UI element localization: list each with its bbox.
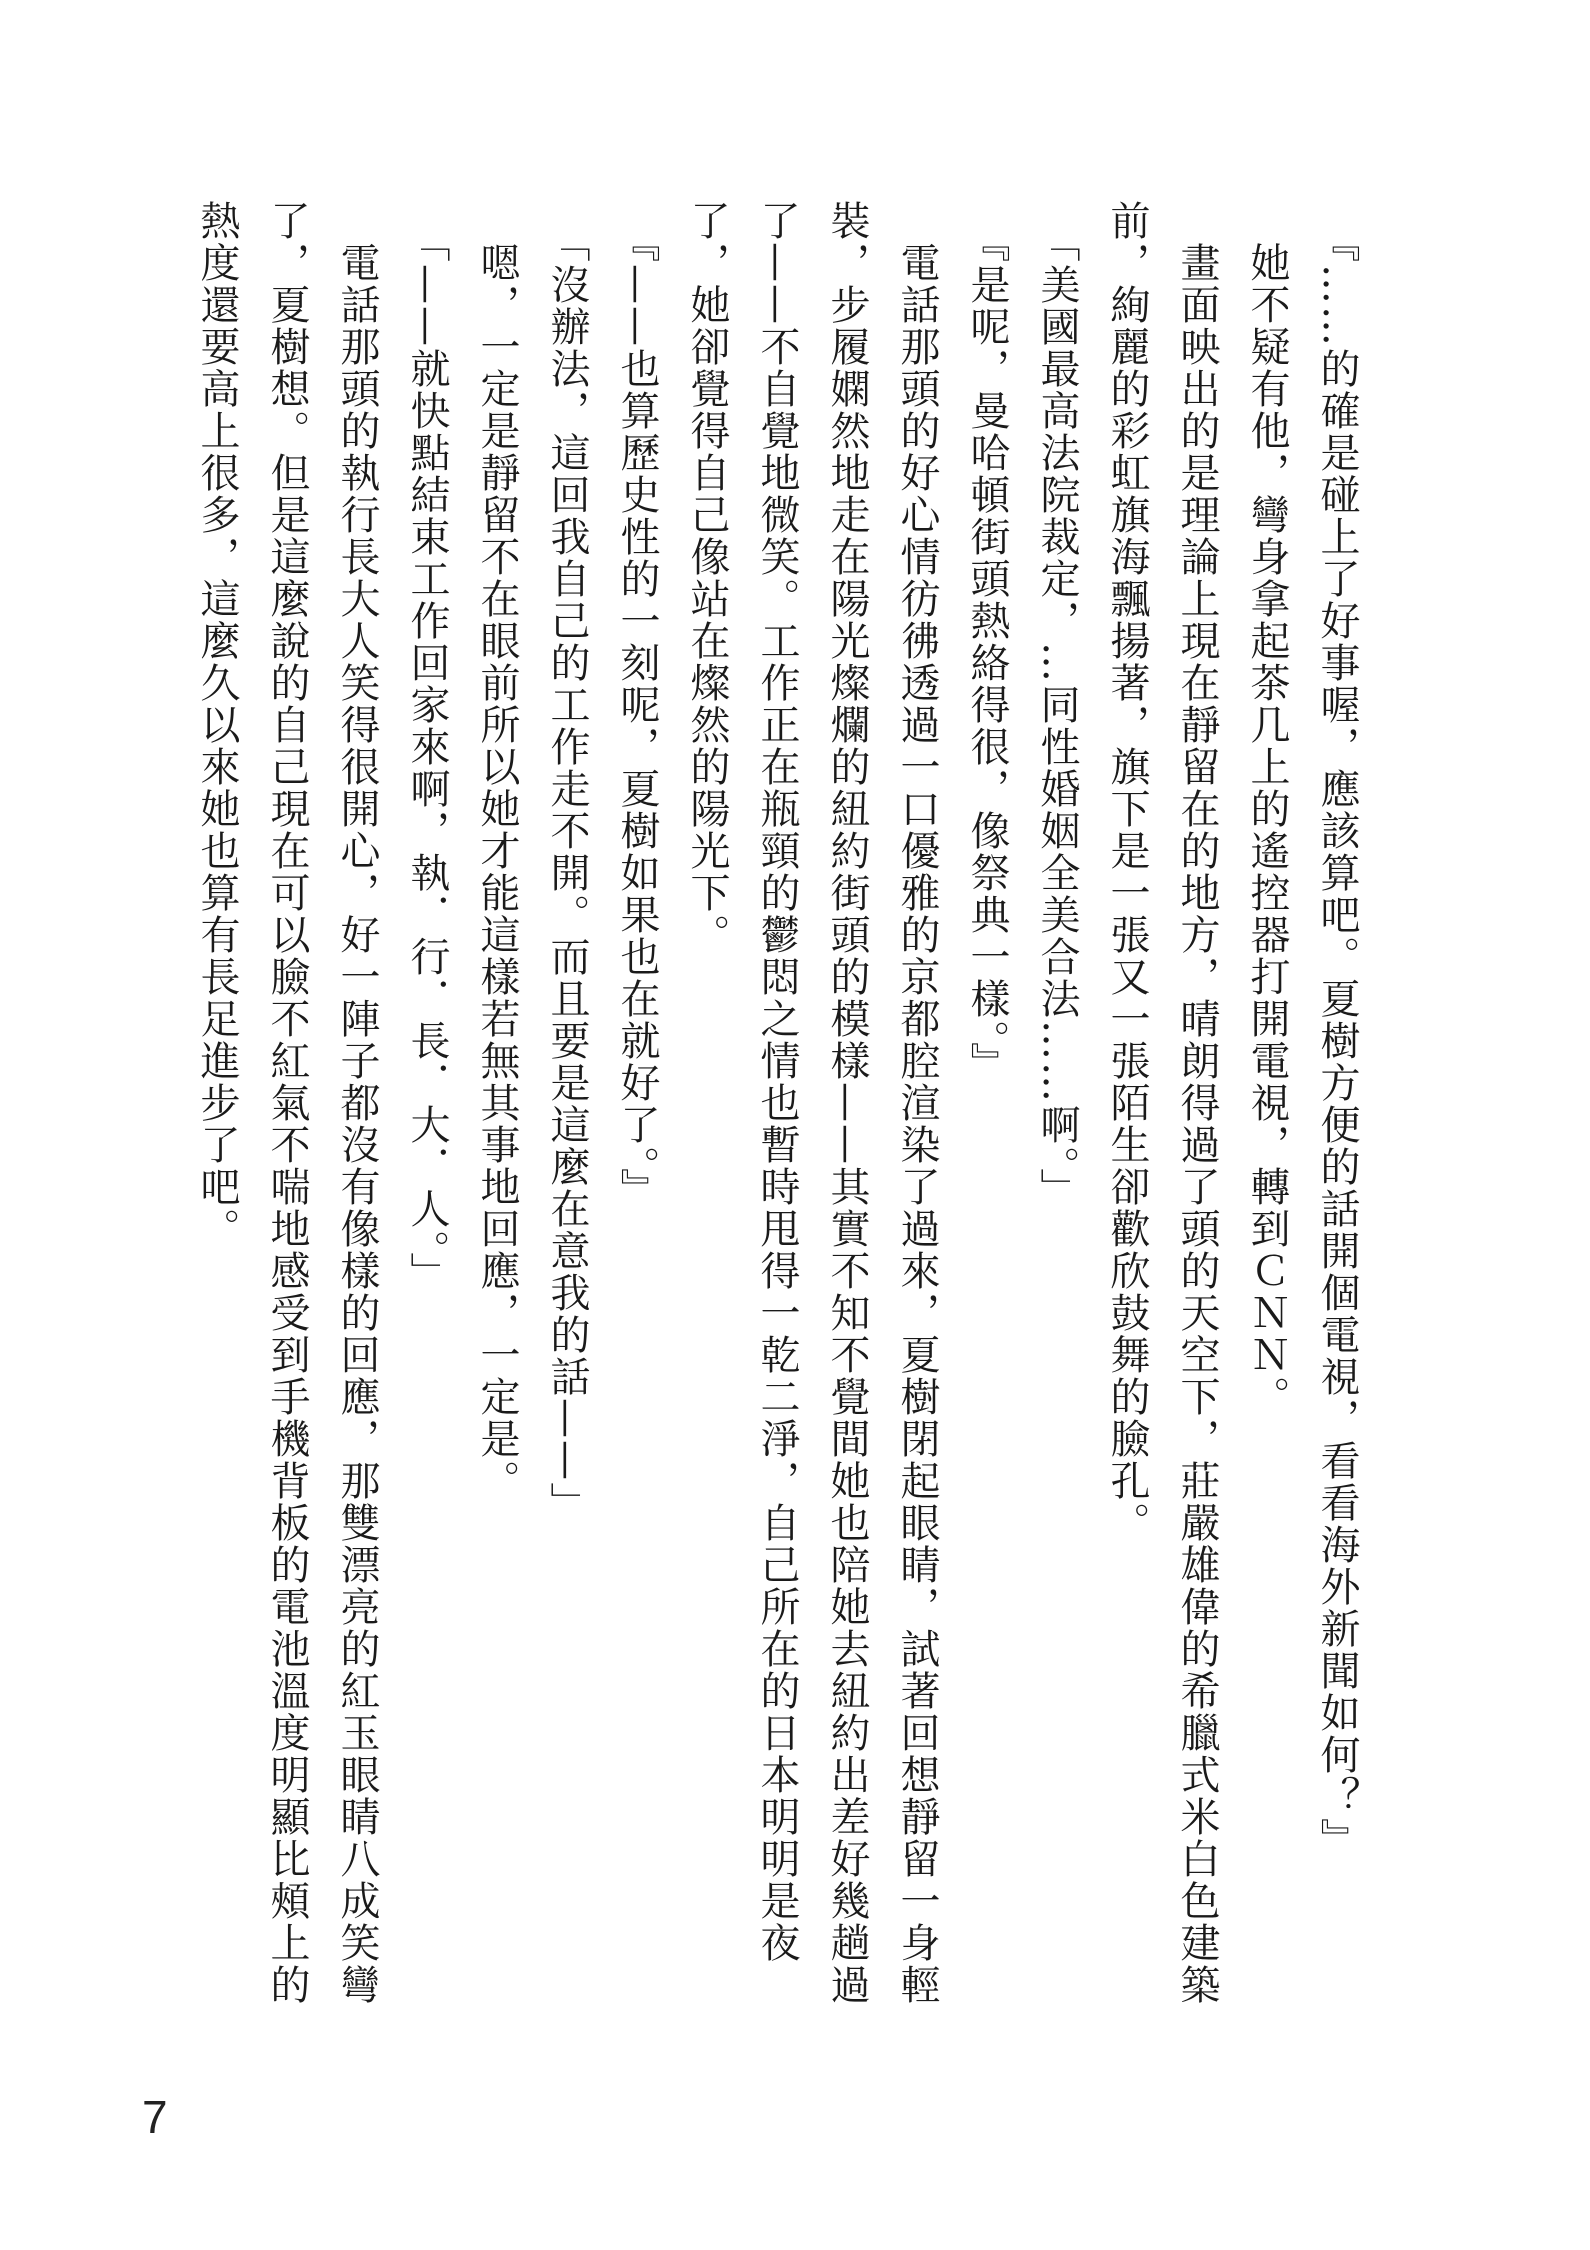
paragraph: 電話那頭的好心情彷彿透過一口優雅的京都腔渲染了過來，夏樹閉起眼睛，試著回想靜留一身輕裝，步履嫻然地走在陽光燦爛的紐約街頭的模樣——其實不知不覺間她也陪她去紐約出差好幾趟過了——不自覺地微笑。工作正在瓶頸的鬱悶之情也暫時甩得一乾二淨，自己所在的日本明明是夜了，她卻覺得自己像站在燦然的陽光下。: [684, 200, 940, 2006]
vertical-text-body: [182, 200, 1372, 2040]
paragraph: 『……的確是碰上了好事喔，應該算吧。夏樹方便的話開個電視，看看海外新聞如何？』: [1314, 200, 1360, 1860]
paragraph: 「美國最高法院裁定，…同性婚姻全美合法……啊。」: [1034, 200, 1080, 1210]
paragraph: 嗯，一定是靜留不在眼前所以她才能這樣若無其事地回應，一定是。: [474, 200, 520, 1502]
paragraph: 「——就快點結束工作回家來啊，執．行．長．大．人。」: [404, 200, 450, 1294]
page-number: 7: [142, 2091, 168, 2143]
paragraph: 『——也算歷史性的一刻呢，夏樹如果也在就好了。』: [614, 200, 660, 1210]
paragraph: 「沒辦法，這回我自己的工作走不開。而且要是這麼在意我的話——」: [544, 200, 590, 1524]
paragraph: 電話那頭的執行長大人笑得很開心，好一陣子都沒有像樣的回應，那雙漂亮的紅玉眼睛八成笑彎了，夏樹想。但是這麼說的自己現在可以臉不紅氣不喘地感受到手機背板的電池溫度明顯比頰上的熱度還要高上很多，這麼久以來她也算有長足進步了吧。: [194, 200, 380, 2006]
paragraph: 畫面映出的是理論上現在靜留在的地方，晴朗得過了頭的天空下，莊嚴雄偉的希臘式米白色建築前，絢麗的彩虹旗海飄揚著，旗下是一張又一張陌生卻歡欣鼓舞的臉孔。: [1104, 200, 1220, 2006]
paragraph: 她不疑有他，彎身拿起茶几上的遙控器打開電視，轉到ＣＮＮ。: [1244, 200, 1290, 1418]
paragraph: 『是呢，曼哈頓街頭熱絡得很，像祭典一樣。』: [964, 200, 1010, 1084]
